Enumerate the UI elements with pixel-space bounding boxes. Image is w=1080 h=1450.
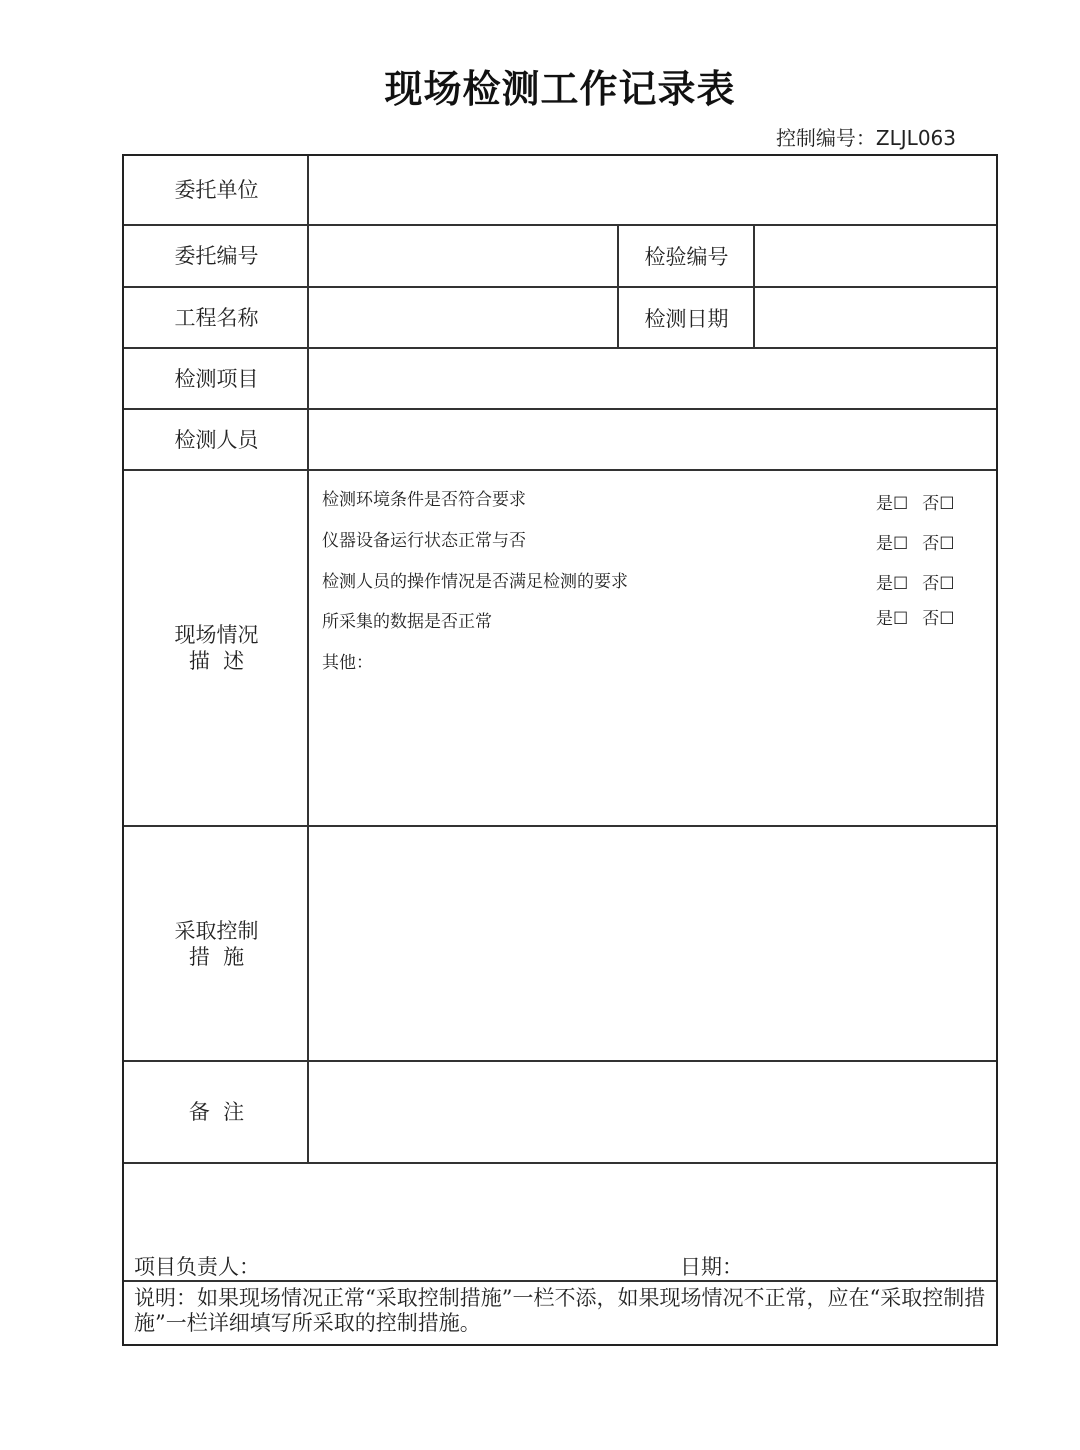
label-site-description-line1: 现场情况 xyxy=(174,623,259,647)
page-title: 现场检测工作记录表 xyxy=(384,67,736,111)
label-remarks: 备 注 xyxy=(188,1100,245,1124)
label-test-date: 检测日期 xyxy=(644,306,729,331)
yes-checkbox[interactable]: 是☐ xyxy=(876,494,909,514)
label-site-description xyxy=(124,471,309,825)
no-checkbox[interactable]: 否☐ xyxy=(922,534,955,554)
label-test-personnel: 检测人员 xyxy=(174,427,259,452)
label-inspection-no: 检验编号 xyxy=(644,245,729,269)
check-options xyxy=(876,604,969,629)
label-commission-no: 委托编号 xyxy=(174,244,259,268)
label-test-item: 检测项目 xyxy=(174,366,259,391)
label-project-name: 工程名称 xyxy=(174,305,259,330)
no-checkbox[interactable]: 否☐ xyxy=(922,609,955,629)
row-divider xyxy=(124,1162,996,1164)
label-site-description-line2: 描 述 xyxy=(188,649,245,673)
check-item-operation: 检测人员的操作情况是否满足检测的要求 xyxy=(322,572,628,592)
label-control-measures-line2: 措 施 xyxy=(188,944,245,969)
check-options xyxy=(876,489,969,514)
label-control-measures-line1: 采取控制 xyxy=(174,918,259,943)
check-item-equipment: 仪器设备运行状态正常与否 xyxy=(322,531,526,551)
check-item-data: 所采集的数据是否正常 xyxy=(322,612,492,632)
yes-checkbox[interactable]: 是☐ xyxy=(876,534,909,554)
check-options xyxy=(876,529,969,554)
project-leader-label: 项目负责人： xyxy=(134,1255,260,1279)
no-checkbox[interactable]: 否☐ xyxy=(922,574,955,594)
control-number: 控制编号：ZLJL063 xyxy=(775,126,956,150)
no-checkbox[interactable]: 否☐ xyxy=(922,494,955,514)
yes-checkbox[interactable]: 是☐ xyxy=(876,609,909,629)
other-label: 其他： xyxy=(322,653,373,673)
check-options xyxy=(876,569,969,594)
check-item-environment: 检测环境条件是否符合要求 xyxy=(322,490,526,510)
instructions-note: 说明：如果现场情况正常“采取控制措施”一栏不添，如果现场情况不正常，应在“采取控制措施”一栏详细填写所采取的控制措施。 xyxy=(134,1286,986,1335)
yes-checkbox[interactable]: 是☐ xyxy=(876,574,909,594)
label-client-unit: 委托单位 xyxy=(174,178,259,202)
date-label: 日期： xyxy=(680,1255,743,1279)
record-form xyxy=(122,154,998,1346)
label-control-measures xyxy=(124,827,309,1060)
